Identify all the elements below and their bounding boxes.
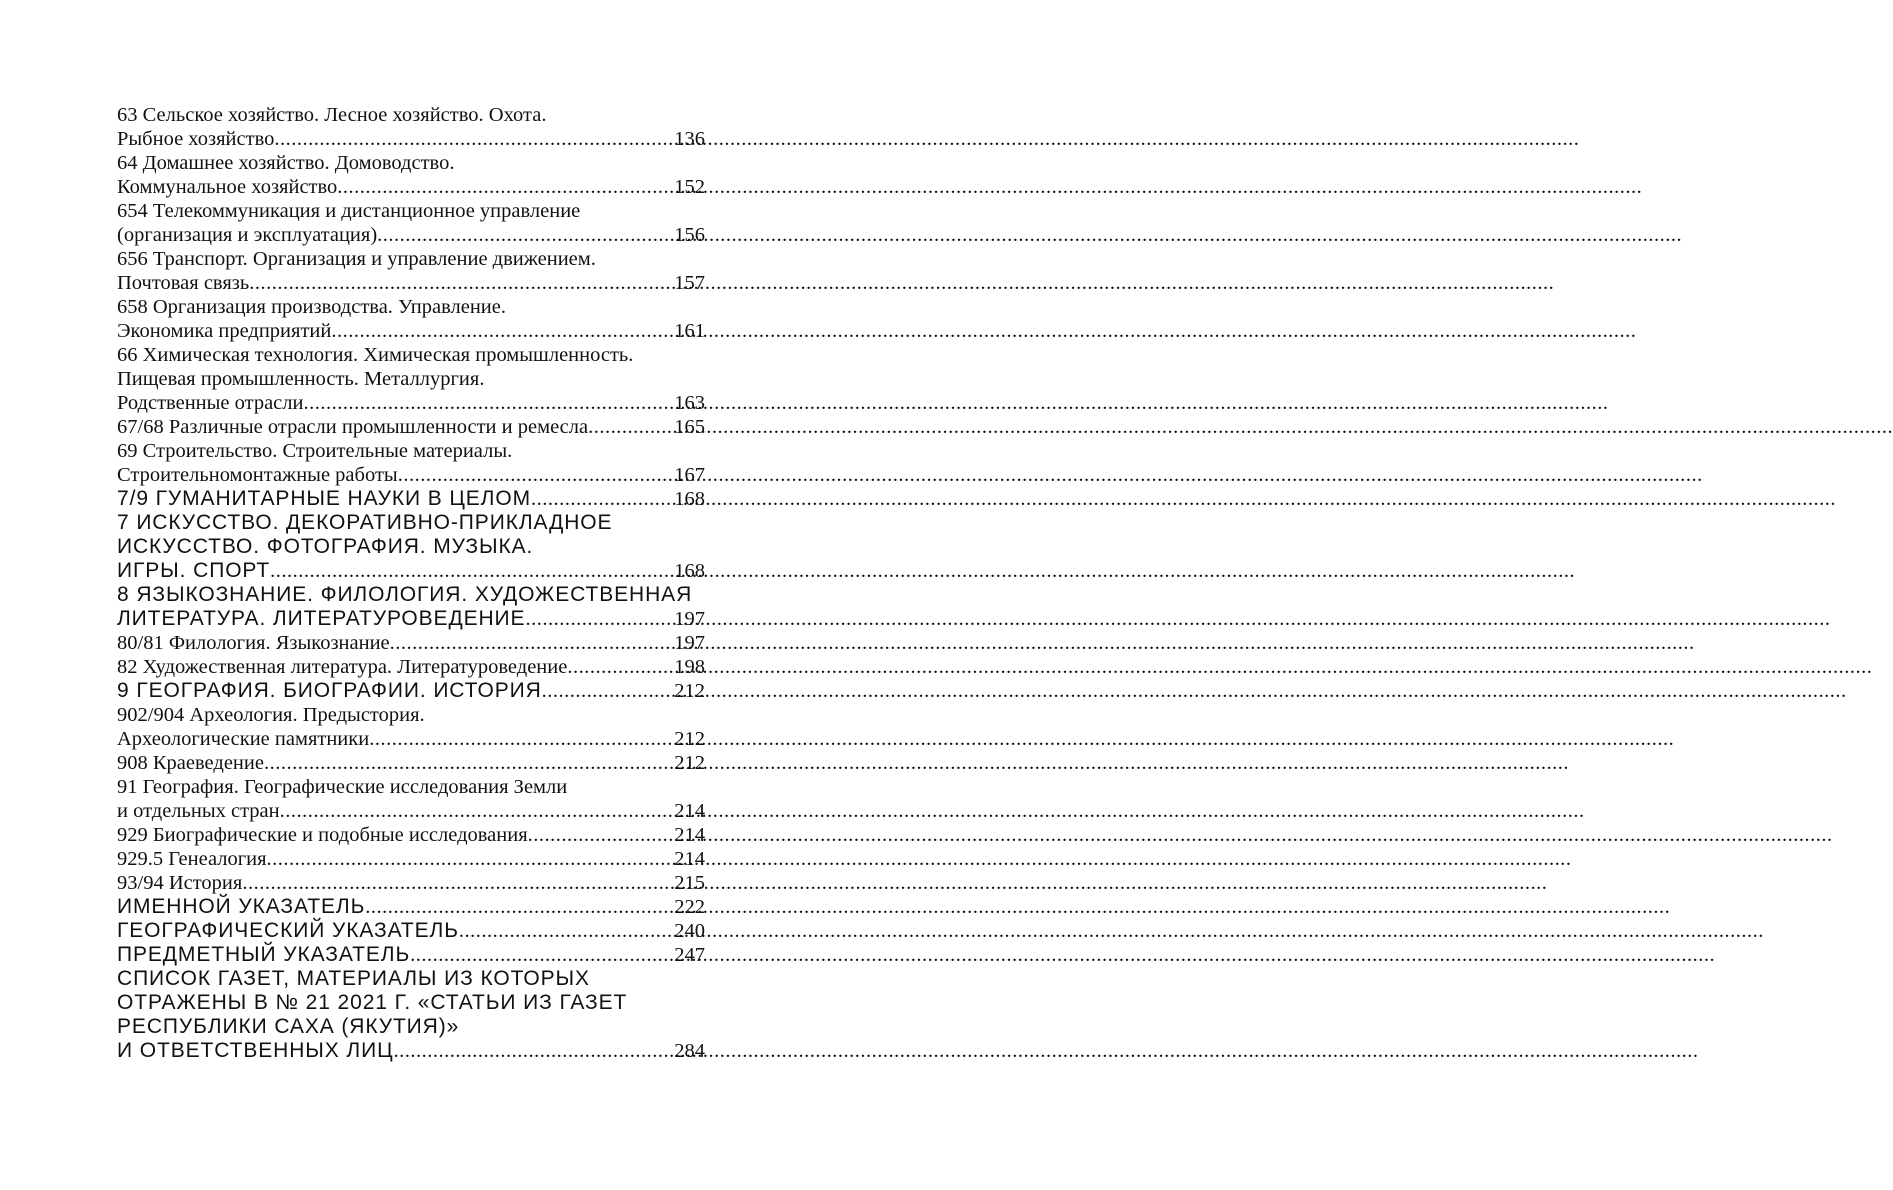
toc-entry-text: 7 ИСКУССТВО. ДЕКОРАТИВНО-ПРИКЛАДНОЕ <box>117 511 613 534</box>
toc-entry-text: 63 Сельское хозяйство. Лесное хозяйство. Охота. <box>117 104 547 126</box>
toc-entry <box>117 895 705 919</box>
toc-entry-last-line <box>117 823 705 847</box>
toc-entry-text: 91 География. Географические исследования Земли <box>117 776 568 798</box>
page-number: 214 <box>674 824 705 846</box>
dot-leader <box>331 319 674 343</box>
toc-entry-title: И ОТВЕТСТВЕННЫХ ЛИЦ <box>117 1039 394 1062</box>
toc-entry <box>117 679 705 703</box>
toc-entry-text: 69 Строительство. Строительные материалы. <box>117 440 513 462</box>
toc-entry <box>117 847 705 871</box>
toc-entry-line <box>117 367 705 391</box>
page-number: 284 <box>674 1040 705 1062</box>
toc-entry-title: ЛИТЕРАТУРА. ЛИТЕРАТУРОВЕДЕНИЕ <box>117 607 526 630</box>
dot-leader <box>264 751 674 775</box>
dot-leader <box>542 679 675 703</box>
page-number: 136 <box>674 128 705 150</box>
page-number: 198 <box>674 656 705 678</box>
toc-entry-title: 80/81 Филология. Языкознание <box>117 632 390 654</box>
toc-entry <box>117 511 705 583</box>
toc-entry-line <box>117 103 705 127</box>
toc-entry-title: Рыбное хозяйство <box>117 128 275 150</box>
toc-entry-title: Археологические памятники <box>117 728 370 750</box>
toc-entry-text: 66 Химическая технология. Химическая промышленность. <box>117 344 634 366</box>
dot-leader <box>365 895 674 919</box>
toc-entry-title: Строительномонтажные работы <box>117 464 398 486</box>
toc-entry <box>117 919 705 943</box>
toc-entry-text: ИСКУССТВО. ФОТОГРАФИЯ. МУЗЫКА. <box>117 535 534 558</box>
page-number: 168 <box>674 560 705 582</box>
document-page <box>0 0 839 1190</box>
toc-entry-last-line <box>117 487 705 511</box>
page-number: 212 <box>674 680 705 702</box>
page-number: 197 <box>674 608 705 630</box>
toc-entry-text: 656 Транспорт. Организация и управление движением. <box>117 248 596 270</box>
toc-entry <box>117 655 705 679</box>
toc-entry-last-line <box>117 943 705 967</box>
toc-entry <box>117 583 705 631</box>
toc-entry-title: 9 ГЕОГРАФИЯ. БИОГРАФИИ. ИСТОРИЯ <box>117 679 542 702</box>
toc-entry-title: 929.5 Генеалогия <box>117 848 267 870</box>
dot-leader <box>410 943 674 967</box>
dot-leader <box>249 271 674 295</box>
dot-leader <box>267 847 675 871</box>
toc-entry-last-line <box>117 847 705 871</box>
dot-leader <box>531 487 674 511</box>
toc-entry-title: 93/94 История <box>117 872 243 894</box>
toc-entry-text: РЕСПУБЛИКИ САХА (ЯКУТИЯ)» <box>117 1015 460 1038</box>
toc-entry-title: ИГРЫ. СПОРТ <box>117 559 271 582</box>
toc-entry-title: Коммунальное хозяйство <box>117 176 338 198</box>
dot-leader <box>525 607 674 631</box>
dot-leader <box>390 631 675 655</box>
toc-entry-last-line <box>117 655 705 679</box>
toc-entry-last-line <box>117 223 705 247</box>
toc-entry <box>117 199 705 247</box>
dot-leader <box>337 175 674 199</box>
page-number: 197 <box>674 632 705 654</box>
toc-entry-title: 67/68 Различные отрасли промышленности и ремесла <box>117 416 589 438</box>
toc-entry-line <box>117 703 705 727</box>
dot-leader <box>280 799 675 823</box>
toc-entry-line <box>117 439 705 463</box>
toc-entry-line <box>117 199 705 223</box>
toc-entry <box>117 703 705 751</box>
dot-leader <box>394 1039 675 1063</box>
toc-entry <box>117 247 705 295</box>
dot-leader <box>567 655 674 679</box>
toc-entry-text: 658 Организация производства. Управление. <box>117 296 506 318</box>
toc-entry-last-line <box>117 799 705 823</box>
toc-entry-last-line <box>117 895 705 919</box>
page-number: 152 <box>674 176 705 198</box>
toc-entry-title: 82 Художественная литература. Литературоведение <box>117 656 568 678</box>
toc-entry <box>117 295 705 343</box>
toc-entry-last-line <box>117 919 705 943</box>
dot-leader <box>242 871 674 895</box>
page-number: 156 <box>674 224 705 246</box>
toc-entry-text: 64 Домашнее хозяйство. Домоводство. <box>117 152 455 174</box>
toc-entry <box>117 415 705 439</box>
toc-entry-title: ПРЕДМЕТНЫЙ УКАЗАТЕЛЬ <box>117 943 411 966</box>
toc-entry <box>117 439 705 487</box>
table-of-contents <box>117 103 705 1063</box>
page-number: 167 <box>674 464 705 486</box>
toc-entry-line <box>117 583 705 607</box>
toc-entry-last-line <box>117 127 705 151</box>
toc-entry <box>117 487 705 511</box>
toc-entry-last-line <box>117 175 705 199</box>
toc-entry-last-line <box>117 751 705 775</box>
toc-entry-title: 7/9 ГУМАНИТАРНЫЕ НАУКИ В ЦЕЛОМ <box>117 487 531 510</box>
toc-entry <box>117 775 705 823</box>
page-number: 168 <box>674 488 705 510</box>
toc-entry <box>117 103 705 151</box>
toc-entry <box>117 967 705 1063</box>
page-number: 214 <box>674 848 705 870</box>
toc-entry-text: 8 ЯЗЫКОЗНАНИЕ. ФИЛОЛОГИЯ. ХУДОЖЕСТВЕННАЯ <box>117 583 693 606</box>
toc-entry-text: СПИСОК ГАЗЕТ, МАТЕРИАЛЫ ИЗ КОТОРЫХ <box>117 967 590 990</box>
page-number: 161 <box>674 320 705 342</box>
toc-entry-line <box>117 295 705 319</box>
toc-entry-line <box>117 151 705 175</box>
toc-entry-title: ИМЕННОЙ УКАЗАТЕЛЬ <box>117 895 366 918</box>
dot-leader <box>528 823 675 847</box>
dot-leader <box>274 127 674 151</box>
page-number: 240 <box>674 920 705 942</box>
page-number: 222 <box>674 896 705 918</box>
toc-entry-line <box>117 967 705 991</box>
page-number: 165 <box>674 416 705 438</box>
toc-entry-line <box>117 247 705 271</box>
toc-entry-last-line <box>117 559 705 583</box>
page-number: 247 <box>674 944 705 966</box>
toc-entry-line <box>117 535 705 559</box>
toc-entry-text: 654 Телекоммуникация и дистанционное управление <box>117 200 581 222</box>
toc-entry-title: ГЕОГРАФИЧЕСКИЙ УКАЗАТЕЛЬ <box>117 919 459 942</box>
toc-entry-title: Родственные отрасли <box>117 392 304 414</box>
dot-leader <box>398 463 675 487</box>
toc-entry-title: и отдельных стран <box>117 800 280 822</box>
page-number: 215 <box>674 872 705 894</box>
toc-entry <box>117 871 705 895</box>
toc-entry-last-line <box>117 607 705 631</box>
toc-entry-title: (организация и эксплуатация) <box>117 224 378 246</box>
toc-entry <box>117 151 705 199</box>
dot-leader <box>377 223 674 247</box>
page-number: 212 <box>674 752 705 774</box>
toc-entry <box>117 823 705 847</box>
toc-entry <box>117 751 705 775</box>
toc-entry-last-line <box>117 679 705 703</box>
toc-entry-text: 902/904 Археология. Предыстория. <box>117 704 425 726</box>
toc-entry <box>117 343 705 415</box>
toc-entry-line <box>117 343 705 367</box>
toc-entry-title: 929 Биографические и подобные исследования <box>117 824 528 846</box>
toc-entry-title: Экономика предприятий <box>117 320 332 342</box>
toc-entry-last-line <box>117 415 705 439</box>
dot-leader <box>303 391 674 415</box>
toc-entry <box>117 631 705 655</box>
page-number: 212 <box>674 728 705 750</box>
toc-entry-last-line <box>117 319 705 343</box>
dot-leader <box>459 919 674 943</box>
dot-leader <box>588 415 674 439</box>
page-number: 163 <box>674 392 705 414</box>
toc-entry-title: 908 Краеведение <box>117 752 264 774</box>
toc-entry-text: Пищевая промышленность. Металлургия. <box>117 368 485 390</box>
toc-entry-text: ОТРАЖЕНЫ В № 21 2021 Г. «СТАТЬИ ИЗ ГАЗЕТ <box>117 991 628 1014</box>
toc-entry-last-line <box>117 1039 705 1063</box>
toc-entry-last-line <box>117 271 705 295</box>
toc-entry-line <box>117 1015 705 1039</box>
toc-entry-last-line <box>117 463 705 487</box>
toc-entry-line <box>117 511 705 535</box>
toc-entry <box>117 943 705 967</box>
toc-entry-line <box>117 775 705 799</box>
page-number: 157 <box>674 272 705 294</box>
dot-leader <box>270 559 674 583</box>
toc-entry-line <box>117 991 705 1015</box>
page-number: 214 <box>674 800 705 822</box>
dot-leader <box>369 727 674 751</box>
toc-entry-last-line <box>117 871 705 895</box>
toc-entry-last-line <box>117 631 705 655</box>
toc-entry-title: Почтовая связь <box>117 272 250 294</box>
toc-entry-last-line <box>117 391 705 415</box>
toc-entry-last-line <box>117 727 705 751</box>
